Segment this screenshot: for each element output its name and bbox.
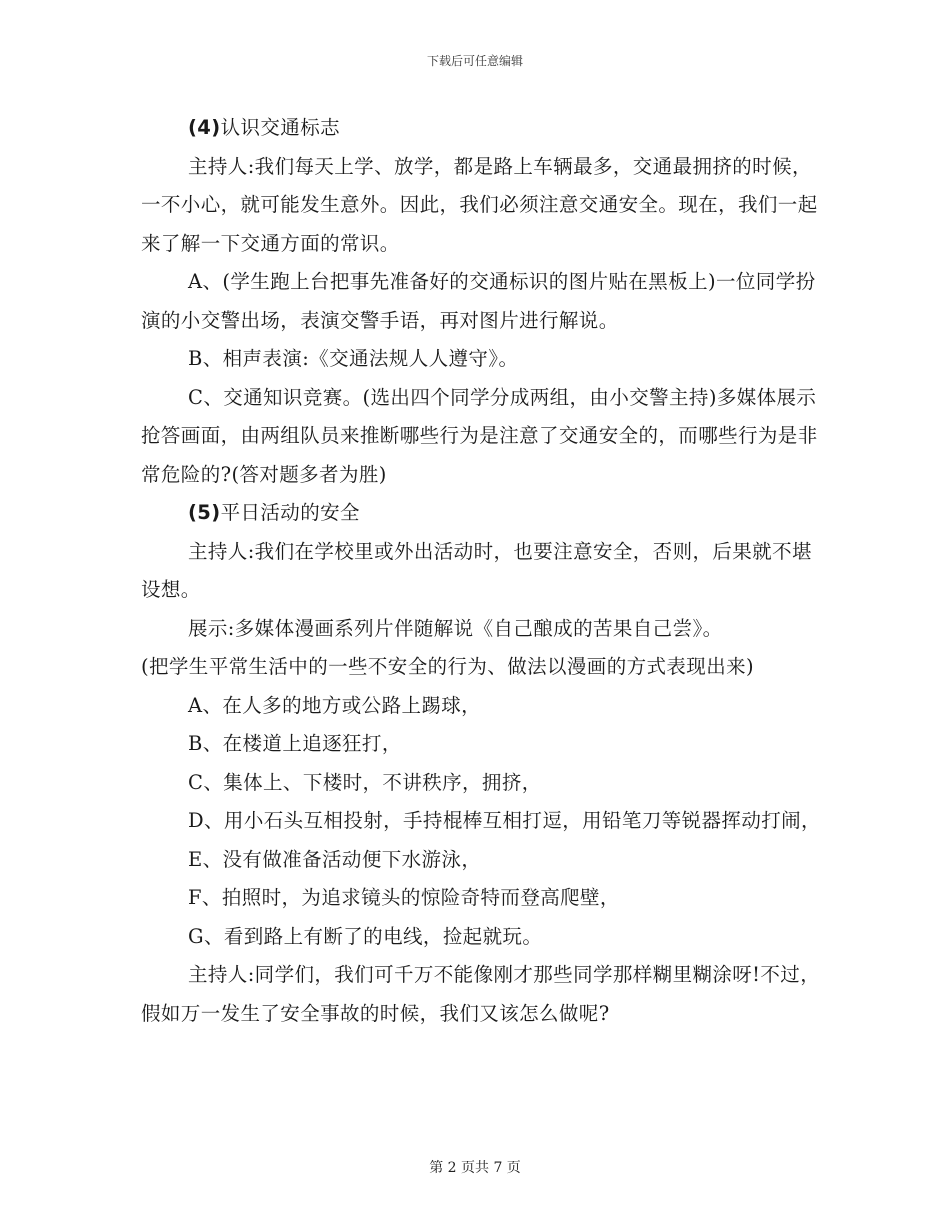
paragraph: 展示:多媒体漫画系列片伴随解说《自己酿成的苦果自己尝》。 — [188, 616, 723, 640]
list-item: C、集体上、下楼时，不讲秩序，拥挤， — [188, 770, 542, 794]
paragraph: 主持人:同学们，我们可千万不能像刚才那些同学那样糊里糊涂呀!不过，假如万一发生了安全事故的时候，我们又该怎么做呢? — [141, 963, 821, 1025]
list-item: D、用小石头互相投射，手持棍棒互相打逗，用铅笔刀等锐器挥动打闹， — [188, 809, 821, 832]
paragraph: A、(学生跑上台把事先准备好的交通标识的图片贴在黑板上)一位同学扮演的小交警出场，表演交警手语，再对图片进行解说。 — [141, 270, 816, 332]
section-heading-4 — [141, 109, 821, 148]
section-title-5: 平日活动的安全 — [220, 501, 360, 524]
list-item: F、拍照时，为追求镜头的惊险奇特而登高爬壁， — [188, 886, 620, 909]
list-item: E、没有做准备活动便下水游泳， — [188, 847, 482, 871]
paragraph: 主持人:我们每天上学、放学，都是路上车辆最多，交通最拥挤的时候，一不小心，就可能发生意外。因此，我们必须注意交通安全。现在，我们一起来了解一下交通方面的常识。 — [141, 154, 818, 255]
list-item: A、在人多的地方或公路上踢球， — [188, 693, 482, 717]
paragraph: B、相声表演:《交通法规人人遵守》。 — [188, 347, 519, 370]
paragraph: 主持人:我们在学校里或外出活动时，也要注意安全，否则，后果就不堪设想。 — [141, 539, 812, 601]
list-item: B、在楼道上追逐狂打， — [188, 732, 402, 755]
page-header: 下载后可任意编辑 — [426, 54, 523, 68]
document-body — [141, 109, 821, 1033]
paragraph: C、交通知识竞赛。(选出四个同学分成两组，由小交警主持)多媒体展示抢答画面，由两组队员来推断哪些行为是注意了交通安全的，而哪些行为是非常危险的?(答对题多者为胜) — [141, 385, 818, 486]
list-item: G、看到路上有断了的电线，捡起就玩。 — [188, 924, 543, 948]
section-title-4: 认识交通标志 — [220, 116, 340, 139]
page-footer: 第 2 页共 7 页 — [429, 1160, 521, 1176]
paragraph: (把学生平常生活中的一些不安全的行为、做法以漫画的方式表现出来) — [141, 655, 755, 678]
section-number-4: (4) — [188, 116, 221, 139]
section-number-5: (5) — [188, 501, 221, 524]
section-heading-5 — [141, 494, 821, 533]
